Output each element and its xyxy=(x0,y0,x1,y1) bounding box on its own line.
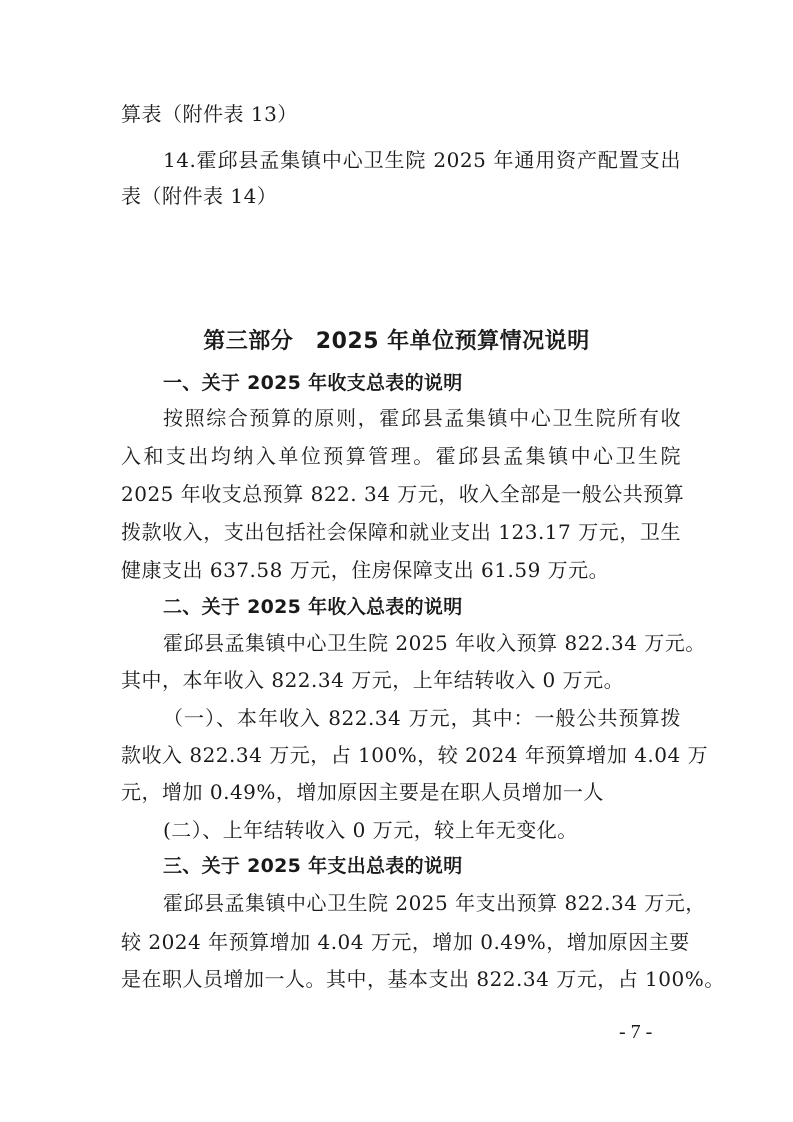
paragraph-line: 霍邱县孟集镇中心卫生院 2025 年收入预算 822.34 万元。 xyxy=(163,631,706,655)
attachment-item-13-continued: 算表（附件表 13） xyxy=(121,102,298,126)
section-heading-1: 一、关于 2025 年收支总表的说明 xyxy=(163,372,463,394)
paragraph-line: 款收入 822.34 万元，占 100%，较 2024 年预算增加 4.04 万 xyxy=(121,743,709,767)
section-heading-3: 三、关于 2025 年支出总表的说明 xyxy=(163,855,463,877)
paragraph-line: 元，增加 0.49%，增加原因主要是在职人员增加一人 xyxy=(121,780,604,804)
paragraph-line: 健康支出 637.58 万元，住房保障支出 61.59 万元。 xyxy=(121,558,610,582)
paragraph-line: 是在职人员增加一人。其中，基本支出 822.34 万元，占 100%。 xyxy=(121,967,725,991)
part-three-title: 第三部分 2025 年单位预算情况说明 xyxy=(203,329,590,354)
paragraph-line: 按照综合预算的原则，霍邱县孟集镇中心卫生院所有收 xyxy=(163,406,681,430)
attachment-item-14-continued: 表（附件表 14） xyxy=(121,184,278,208)
paragraph-line: 霍邱县孟集镇中心卫生院 2025 年支出预算 822.34 万元， xyxy=(163,891,706,915)
section-heading-2: 二、关于 2025 年收入总表的说明 xyxy=(163,596,463,618)
paragraph-line: 拨款收入，支出包括社会保障和就业支出 123.17 万元，卫生 xyxy=(121,520,681,544)
attachment-item-14: 14.霍邱县孟集镇中心卫生院 2025 年通用资产配置支出 xyxy=(163,148,681,172)
paragraph-line: （一）、本年收入 822.34 万元，其中：一般公共预算拨 xyxy=(163,706,681,730)
paragraph-line: 其中，本年收入 822.34 万元，上年结转收入 0 万元。 xyxy=(121,668,625,692)
page-number: - 7 - xyxy=(619,1021,653,1043)
paragraph-line: 入和支出均纳入单位预算管理。霍邱县孟集镇中心卫生院 xyxy=(121,444,681,468)
paragraph-line: 较 2024 年预算增加 4.04 万元，增加 0.49%，增加原因主要 xyxy=(121,930,690,954)
paragraph-line: 2025 年收支总预算 822. 34 万元，收入全部是一般公共预算 xyxy=(121,482,685,506)
paragraph-line: (二）、上年结转收入 0 万元，较上年无变化。 xyxy=(163,818,578,842)
